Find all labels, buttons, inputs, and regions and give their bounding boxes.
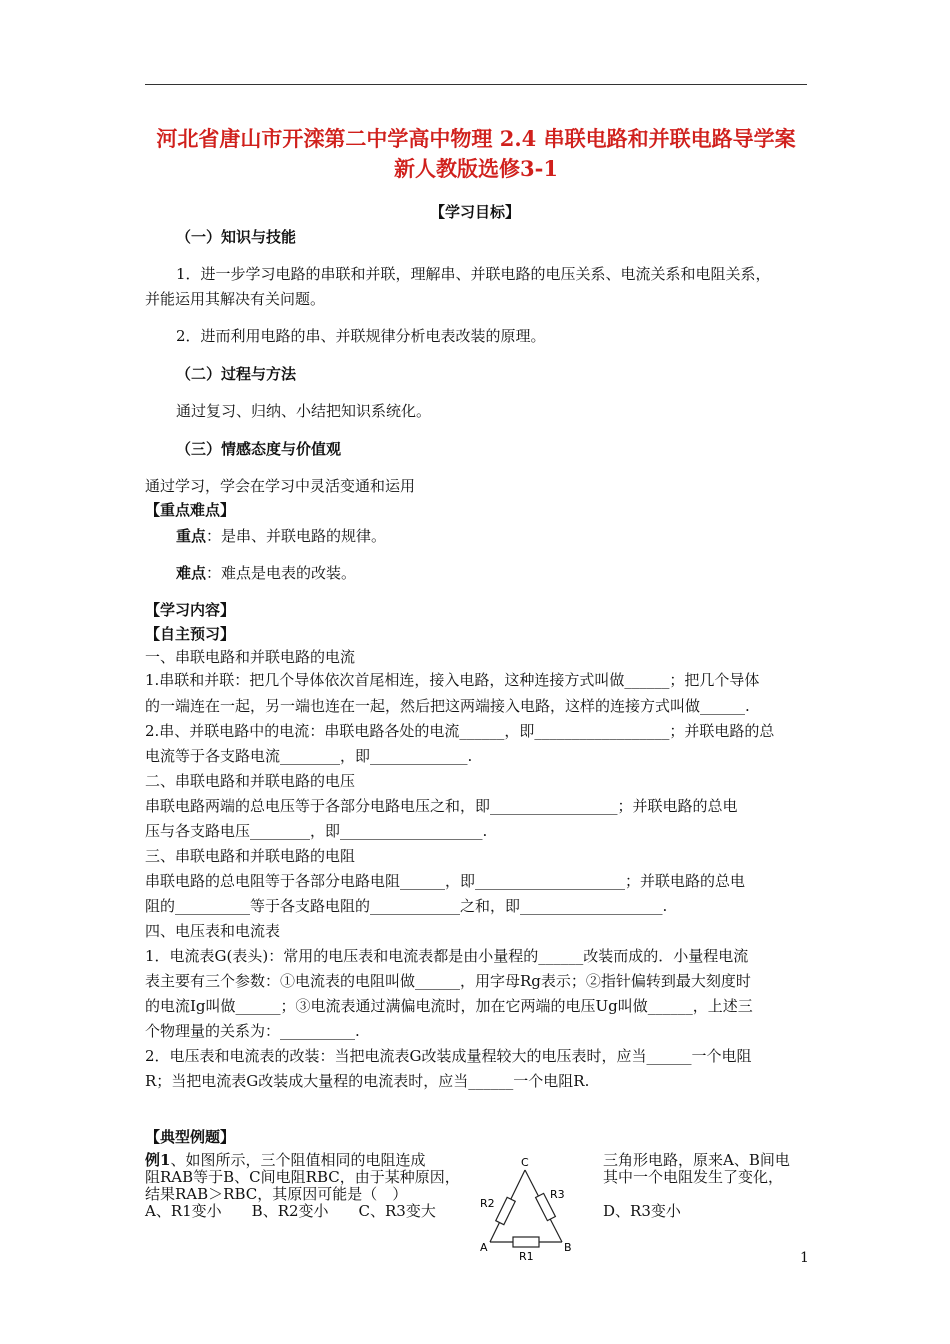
content-line-12: 四、电压表和电流表	[145, 922, 281, 940]
label-r2: R2	[480, 1197, 495, 1210]
node-label-a: A	[480, 1241, 488, 1254]
example-options: A、R1变小 B、R2变小 C、R3变大	[145, 1202, 436, 1220]
content-line-7: 串联电路两端的总电压等于各部分电路电压之和，即_________________；并联电路的总电	[145, 797, 738, 815]
goals-section-3: （三）情感态度与价值观	[176, 440, 342, 458]
content-line-13: 1．电流表G(表头)：常用的电压表和电流表都是由小量程的______改装而成的．小量程电流	[145, 947, 749, 965]
content-line-9: 三、串联电路和并联电路的电阻	[145, 847, 356, 865]
content-line-2: 1.串联和并联：把几个导体依次首尾相连，接入电路，这种连接方式叫做______；把几个导体	[145, 671, 760, 689]
example-right-line-2: 其中一个电阻发生了变化，	[603, 1168, 784, 1186]
node-label-b: B	[564, 1241, 572, 1254]
document-title: 河北省唐山市开滦第二中学高中物理 2.4 串联电路和并联电路导学案 新人教版选修3-1	[156, 126, 796, 181]
resistor-r2	[496, 1197, 515, 1224]
goals-section-1: （一）知识与技能	[176, 228, 297, 246]
key-difficulty	[176, 562, 356, 584]
key-heading: 【重点难点】	[145, 501, 236, 519]
content-line-6: 二、串联电路和并联电路的电压	[145, 772, 356, 790]
node-label-c: C	[521, 1156, 529, 1169]
content-line-14: 表主要有三个参数：①电流表的电阻叫做______，用字母Rg表示；②指针偏转到最大刻度时	[145, 972, 751, 990]
example-question-line-2: 阻RAB等于B、C间电阻RBC，由于某种原因，	[145, 1168, 460, 1186]
content-line-3: 的一端连在一起，另一端也连在一起，然后把这两端接入电路，这样的连接方式叫做______.	[145, 697, 750, 715]
content-line-18: R；当把电流表G改装成大量程的电流表时，应当______一个电阻R.	[145, 1072, 590, 1090]
content-line-5: 电流等于各支路电流________，即_____________.	[145, 747, 473, 765]
example-label: 例1	[145, 1151, 171, 1169]
example-right-line-1: 三角形电路，原来A、B间电	[603, 1151, 790, 1169]
content-line-1: 一、串联电路和并联电路的电流	[145, 648, 356, 666]
goals-item-1b: 并能运用其解决有关问题。	[145, 290, 326, 308]
content-line-4: 2.串、并联电路中的电流：串联电路各处的电流______，即__________________；并联电路的总	[145, 722, 775, 740]
difficulty-text: ：难点是电表的改装。	[206, 564, 357, 582]
content-line-11: 阻的__________等于各支路电阻的____________之和，即___________________.	[145, 897, 668, 915]
focus-text: ：是串、并联电路的规律。	[206, 527, 387, 545]
content-line-15: 的电流Ig叫做______；③电流表通过满偏电流时，加在它两端的电压Ug叫做______，上述三	[145, 997, 753, 1015]
goals-heading: 【学习目标】	[429, 203, 520, 221]
difficulty-label: 难点	[176, 564, 207, 582]
example-option-d: D、R3变小	[603, 1202, 681, 1220]
content-line-10: 串联电路的总电阻等于各部分电路电阻______，即____________________；并联电路的总电	[145, 872, 746, 890]
resistor-r1	[513, 1237, 539, 1247]
goals-item-1a: 1．进一步学习电路的串联和并联，理解串、并联电路的电压关系、电流关系和电阻关系，	[176, 265, 771, 283]
content-line-16: 个物理量的关系为：__________.	[145, 1022, 360, 1040]
goals-section-2: （二）过程与方法	[176, 365, 297, 383]
goals-section-2-text: 通过复习、归纳、小结把知识系统化。	[176, 402, 432, 420]
focus-label: 重点	[176, 527, 207, 545]
goals-item-2: 2．进而利用电路的串、并联规律分析电表改装的原理。	[176, 327, 546, 345]
example-q1: 、如图所示，三个阻值相同的电阻连成	[170, 1151, 426, 1169]
content-line-8: 压与各支路电压________，即___________________.	[145, 822, 488, 840]
header-rule	[145, 84, 807, 85]
label-r1: R1	[519, 1250, 534, 1263]
content-heading: 【学习内容】	[145, 601, 236, 619]
label-r3: R3	[550, 1188, 565, 1201]
preview-heading: 【自主预习】	[145, 625, 236, 643]
example-question-line-3: 结果RAB＞RBC，其原因可能是（ ）	[145, 1185, 408, 1203]
key-focus	[176, 525, 386, 547]
goals-section-3-text: 通过学习，学会在学习中灵活变通和运用	[145, 477, 416, 495]
triangle-circuit-diagram	[470, 1152, 590, 1264]
example-heading: 【典型例题】	[145, 1128, 236, 1146]
content-line-17: 2．电压表和电流表的改装：当把电流表G改装成量程较大的电压表时，应当______一个电阻	[145, 1047, 752, 1065]
page-number: 1	[800, 1250, 809, 1266]
